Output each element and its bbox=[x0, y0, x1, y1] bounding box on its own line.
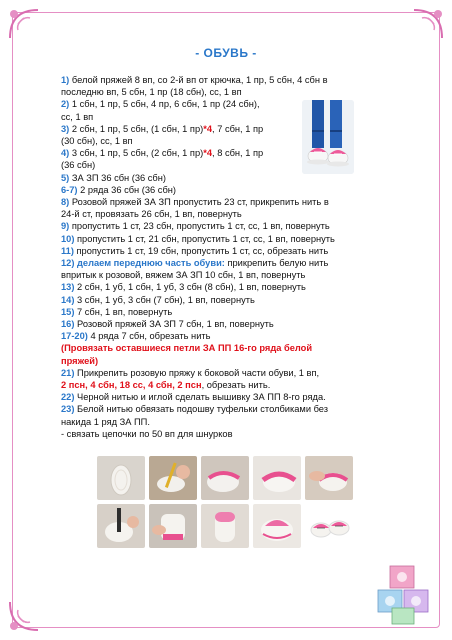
instruction-line bbox=[61, 196, 391, 208]
instruction-text: Черной нитью и иглой сделать вышивку ЗА ПП 8-го ряда. bbox=[74, 392, 326, 403]
instruction-highlight: 13) bbox=[61, 282, 75, 293]
instruction-line bbox=[61, 367, 391, 379]
step-photo-pink-sides bbox=[253, 456, 301, 500]
instruction-line bbox=[61, 257, 391, 269]
instruction-highlight: 6-7) bbox=[61, 184, 78, 195]
instruction-text: 2 сбн, 1 пр, 5 сбн, (1 сбн, 1 пр) bbox=[69, 123, 204, 134]
instruction-line bbox=[61, 403, 391, 415]
instruction-text: Прикрепить розовую пряжу к боковой части обуви, 1 вп, bbox=[74, 367, 320, 378]
instruction-line bbox=[61, 391, 391, 403]
instruction-text: , 7 сбн, 1 пр bbox=[212, 123, 264, 134]
instruction-text: белой пряжей 8 вп, со 2-й вп от крючка, 1 пр, 5 сбн, 4 сбн в bbox=[69, 75, 328, 85]
instruction-highlight: 3) bbox=[61, 123, 70, 134]
instruction-text: (36 сбн) bbox=[61, 160, 96, 171]
instruction-highlight: 5) bbox=[61, 172, 70, 183]
step-photo-crochet bbox=[149, 456, 197, 500]
doll-shoes-photo bbox=[302, 100, 354, 174]
instruction-text: Белой нитью обвязать подошву туфельки столбиками без bbox=[74, 404, 329, 415]
instruction-line bbox=[61, 416, 391, 428]
instruction-line bbox=[61, 342, 391, 354]
instruction-text: сс, 1 вп bbox=[61, 111, 94, 122]
instruction-highlight: 2) bbox=[61, 99, 70, 110]
instruction-line bbox=[61, 184, 391, 196]
instruction-line bbox=[61, 269, 391, 281]
instruction-highlight: 10) bbox=[61, 233, 75, 244]
step-photo-front bbox=[149, 504, 197, 548]
instruction-highlight: 1) bbox=[61, 75, 70, 85]
step-photo-sole bbox=[97, 456, 145, 500]
instruction-text: впритык к розовой, вяжем ЗА ЗП 10 сбн, 1 вп, повернуть bbox=[61, 270, 306, 281]
step-photo-tongue bbox=[201, 504, 249, 548]
step-photo-shoe-top bbox=[253, 504, 301, 548]
instruction-highlight: 9) bbox=[61, 221, 70, 232]
instruction-line bbox=[61, 294, 391, 306]
instruction-highlight: 15) bbox=[61, 306, 75, 317]
section-title: - ОБУВЬ - bbox=[195, 46, 257, 60]
instruction-text: 1 сбн, 1 пр, 5 сбн, 4 пр, 6 сбн, 1 пр (24 сбн), bbox=[69, 99, 260, 110]
instruction-highlight: *4 bbox=[203, 123, 213, 134]
instruction-highlight: 2 псн, 4 сбн, 18 сс, 4 сбн, 2 псн bbox=[61, 380, 202, 391]
instruction-line bbox=[61, 428, 391, 440]
step-photo-pink-edge bbox=[201, 456, 249, 500]
instruction-text: (30 сбн), сс, 1 вп bbox=[61, 136, 133, 147]
instruction-line bbox=[61, 245, 391, 257]
instruction-text: последню вп, 5 сбн, 1 пр (18 сбн), сс, 1 вп bbox=[61, 87, 242, 98]
instruction-highlight: 11) bbox=[61, 245, 74, 256]
instruction-line bbox=[61, 86, 391, 98]
instruction-text: - связать цепочки по 50 вп для шнурков bbox=[61, 428, 233, 439]
instruction-text: , 8 сбн, 1 пр bbox=[212, 148, 264, 159]
instruction-text: пропустить 1 ст, 21 сбн, пропустить 1 ст, сс, 1 вп, повернуть bbox=[74, 233, 335, 244]
instruction-text: накида 1 ряд ЗА ПП. bbox=[61, 416, 150, 427]
instruction-text: прикрепить белую нить bbox=[224, 258, 329, 269]
instruction-text: 7 сбн, 1 вп, повернуть bbox=[74, 306, 173, 317]
instruction-line bbox=[61, 233, 391, 245]
step-photo-needle bbox=[97, 504, 145, 548]
instruction-text: пропустить 1 ст, 23 сбн, пропустить 1 ст, сс, 1 вп, повернуть bbox=[69, 221, 330, 232]
instruction-highlight: (Провязать оставшиеся петли ЗА ПП 16-го ряда белой bbox=[61, 343, 313, 354]
toy-blocks-decoration bbox=[374, 564, 440, 626]
instruction-highlight: 8) bbox=[61, 197, 70, 208]
instruction-highlight: пряжей) bbox=[61, 355, 99, 366]
instruction-highlight: 12) делаем переднюю часть обуви: bbox=[61, 258, 225, 269]
corner-ornament-bottom-left bbox=[4, 596, 44, 636]
corner-ornament-top-right bbox=[408, 4, 448, 44]
instruction-text: 3 сбн, 1 уб, 3 сбн (7 сбн), 1 вп, повернуть bbox=[74, 294, 255, 305]
step-photo-finished-pair bbox=[305, 504, 353, 548]
instruction-text: ЗА ЗП 36 сбн (36 сбн) bbox=[69, 172, 166, 183]
instruction-line bbox=[61, 208, 391, 220]
instruction-line bbox=[61, 330, 391, 342]
instruction-text: Розовой пряжей ЗА ЗП 7 сбн, 1 вп, повернуть bbox=[74, 319, 274, 330]
instruction-line bbox=[61, 379, 391, 391]
instruction-line bbox=[61, 318, 391, 330]
instruction-line bbox=[61, 74, 391, 86]
instruction-text: 24-й ст, провязать 26 сбн, 1 вп, повернуть bbox=[61, 209, 242, 220]
instruction-highlight: 22) bbox=[61, 392, 75, 403]
instruction-highlight: 14) bbox=[61, 294, 75, 305]
instruction-text: 2 ряда 36 сбн (36 сбн) bbox=[77, 184, 176, 195]
instruction-text: 3 сбн, 1 пр, 5 сбн, (2 сбн, 1 пр) bbox=[69, 148, 204, 159]
step-photo-finger bbox=[305, 456, 353, 500]
instruction-text: , обрезать нить. bbox=[201, 380, 271, 391]
instruction-highlight: 17-20) bbox=[61, 331, 88, 342]
instruction-line bbox=[61, 220, 391, 232]
instruction-highlight: 21) bbox=[61, 367, 75, 378]
instruction-text: Розовой пряжей ЗА ЗП пропустить 23 ст, прикрепить нить в bbox=[69, 197, 329, 208]
instruction-highlight: *4 bbox=[203, 148, 213, 159]
instruction-line bbox=[61, 281, 391, 293]
instruction-highlight: 16) bbox=[61, 319, 75, 330]
instruction-highlight: 23) bbox=[61, 404, 75, 415]
corner-ornament-top-left bbox=[4, 4, 44, 44]
instruction-line bbox=[61, 355, 391, 367]
instruction-line bbox=[61, 306, 391, 318]
instruction-text: пропустить 1 ст, 19 сбн, пропустить 1 ст, сс, обрезать нить bbox=[73, 245, 329, 256]
instruction-text: 4 ряда 7 сбн, обрезать нить bbox=[87, 331, 211, 342]
instruction-highlight: 4) bbox=[61, 148, 70, 159]
instruction-text: 2 сбн, 1 уб, 1 сбн, 1 уб, 3 сбн (8 сбн), 1 вп, повернуть bbox=[74, 282, 306, 293]
